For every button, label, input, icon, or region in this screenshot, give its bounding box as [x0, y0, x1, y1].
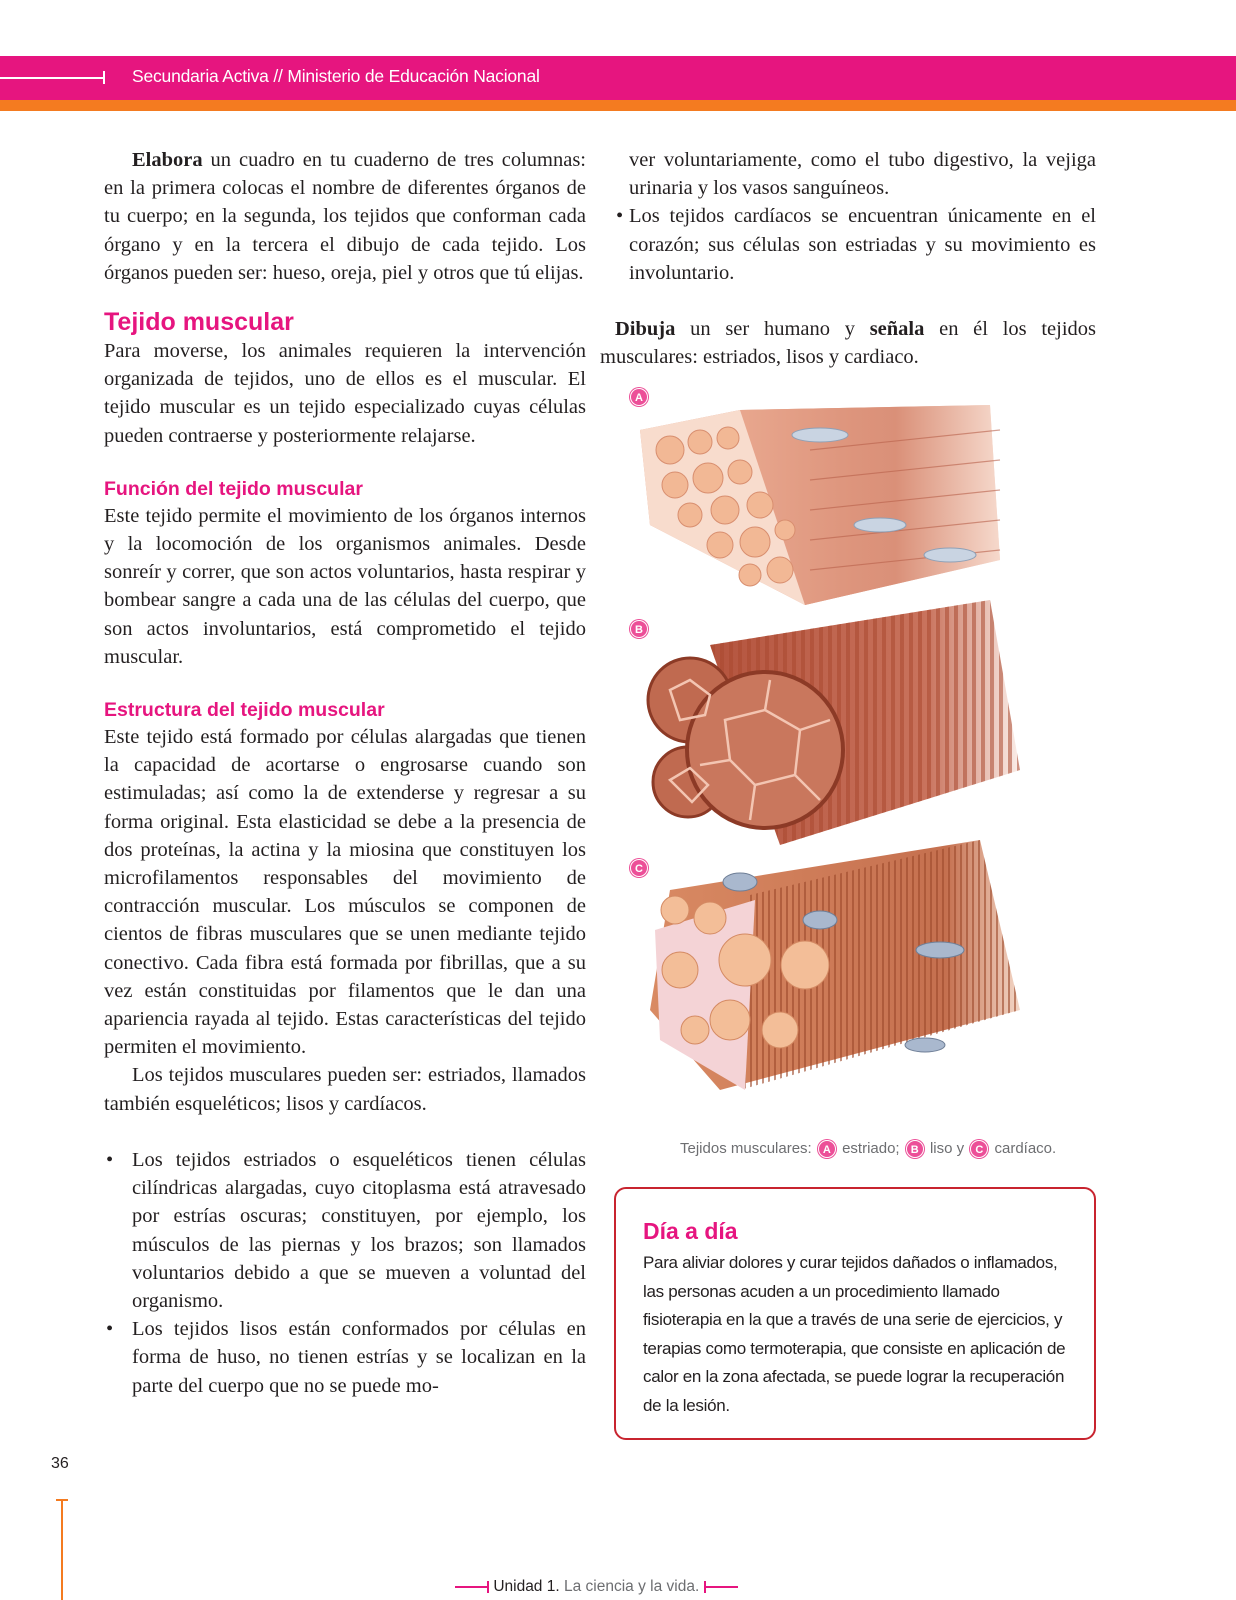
dibuja-verb: Dibuja: [615, 318, 676, 341]
header-accent-strip: [0, 100, 1236, 111]
caption-badge-c: C: [970, 1140, 988, 1158]
cardiac-text: Los tejidos cardíacos se encuentran únicamente en el corazón; sus células son estriadas y su movimiento es involuntario.: [629, 205, 1096, 284]
caption-b-text: liso y: [929, 1140, 965, 1157]
dia-a-dia-title: Día a día: [643, 1218, 738, 1244]
dia-a-dia-text: Para aliviar dolores y curar tejidos dañados o inflamados, las personas acuden a un procedimiento llamado fisioterapia en la que a través de una serie de ejercicios, y terapias como termoterapia, que consiste en aplicación de calor en la zona afectada, se puede lograr la recuperación de la lesión.: [643, 1253, 1066, 1415]
list-item-cardiacos: [614, 202, 1096, 287]
dibuja-text-2: en él los tejidos musculares: estriados, lisos y cardiaco.: [600, 318, 1097, 369]
header-title: Secundaria Activa // Ministerio de Educación Nacional: [132, 66, 540, 86]
caption-a-text: estriado;: [842, 1140, 900, 1157]
tipos-list: [104, 1146, 586, 1400]
left-rule: [61, 1499, 63, 1600]
section-title: Tejido muscular: [104, 308, 294, 337]
caption-c-text: cardíaco.: [994, 1140, 1057, 1157]
estructura-title: Estructura del tejido muscular: [104, 699, 385, 722]
funcion-paragraph: Este tejido permite el movimiento de los órganos internos y la locomoción de los organismos animales. Desde sonreír y correr, que son actos voluntarios, hasta respirar y bombear sangre a cada una de las células del cuerpo, que son actos involuntarios, está comprometido el tejido muscular.: [104, 504, 586, 668]
activity-verb: Elabora: [132, 149, 203, 171]
footer-unit: Unidad 1.: [493, 1578, 560, 1595]
label-b-badge: B: [630, 620, 648, 638]
caption-prefix: Tejidos musculares:: [680, 1140, 812, 1157]
tissue-b-smooth: [648, 600, 1020, 845]
figure-caption: [680, 1140, 1056, 1158]
dibuja-text-1: un ser humano y: [675, 318, 870, 341]
dia-a-dia-box: [614, 1187, 1096, 1440]
label-a-badge: A: [630, 388, 648, 406]
funcion-title: Función del tejido muscular: [104, 477, 363, 500]
label-c-badge: C: [630, 859, 648, 877]
footer-rule-right: [704, 1586, 738, 1588]
page-number: 36: [51, 1455, 69, 1472]
left-column: [104, 146, 586, 1400]
tipos-paragraph: Los tejidos musculares pueden ser: estriados, llamados también esqueléticos; lisos y cardíacos.: [104, 1064, 586, 1115]
estructura-paragraph: Este tejido está formado por células alargadas que tienen la capacidad de acortarse o engrosarse cuando son estimuladas; así como la de extenderse y regresar a su forma original. Esta elasticidad se debe a la presencia de dos proteínas, la actina y la miosina que constituyen los microfilamentos responsables del movimiento de contracción muscular. Los músculos se componen de cientos de fibras musculares que se unen mediante tejido conectivo. Cada fibra está formada por fibrillas, que a su vez están constituidas por filamentos que le dan una apariencia rayada al tejido. Estas características del tejido permiten el movimiento.: [104, 726, 586, 1059]
caption-badge-a: A: [818, 1140, 836, 1158]
muscle-illustration: [630, 390, 1086, 1115]
cardiac-list: [614, 202, 1096, 287]
activity-paragraph: [104, 146, 586, 287]
senala-verb: señala: [869, 318, 925, 341]
header-rule-tick: [103, 71, 105, 84]
continuation-paragraph: ver voluntariamente, como el tubo digestivo, la vejiga urinaria y los vasos sanguíneos.: [629, 149, 1096, 200]
tissue-c-cardiac: [650, 840, 1020, 1090]
footer: [455, 1578, 738, 1596]
footer-title: La ciencia y la vida.: [559, 1578, 700, 1595]
dibuja-paragraph: [600, 315, 1096, 371]
caption-badge-b: B: [906, 1140, 924, 1158]
section-paragraph: Para moverse, los animales requieren la intervención organizada de tejidos, uno de ellos es el muscular. El tejido muscular es un tejido especializado cuyas células pueden contraerse y posteriormente relajarse.: [104, 340, 586, 447]
list-item-estriados: • Los tejidos estriados o esqueléticos tienen células cilíndricas alargadas, cuyo citoplasma está atravesado por estrías oscuras; constituyen, por ejemplo, los músculos de las piernas y los brazos; son llamados voluntarios debido a que se mueven a voluntad del organismo.: [104, 1146, 586, 1315]
list-item-lisos: • Los tejidos lisos están conformados por células en forma de huso, no tienen estrías y se localizan en la parte del cuerpo que no se puede mo-: [104, 1315, 586, 1400]
muscle-tissue-figure: [630, 390, 1086, 1115]
right-column: [600, 146, 1097, 371]
header-rule: [0, 77, 104, 79]
footer-rule-left: [455, 1586, 489, 1588]
tissue-a-striated: [640, 405, 1000, 605]
activity-text: un cuadro en tu cuaderno de tres columnas: en la primera colocas el nombre de diferentes órganos de tu cuerpo; en la segunda, los tejidos que conforman cada órgano y en la tercera el dibujo de cada tejido. Los órganos pueden ser: hueso, oreja, piel y otros que tú elijas.: [104, 149, 586, 284]
